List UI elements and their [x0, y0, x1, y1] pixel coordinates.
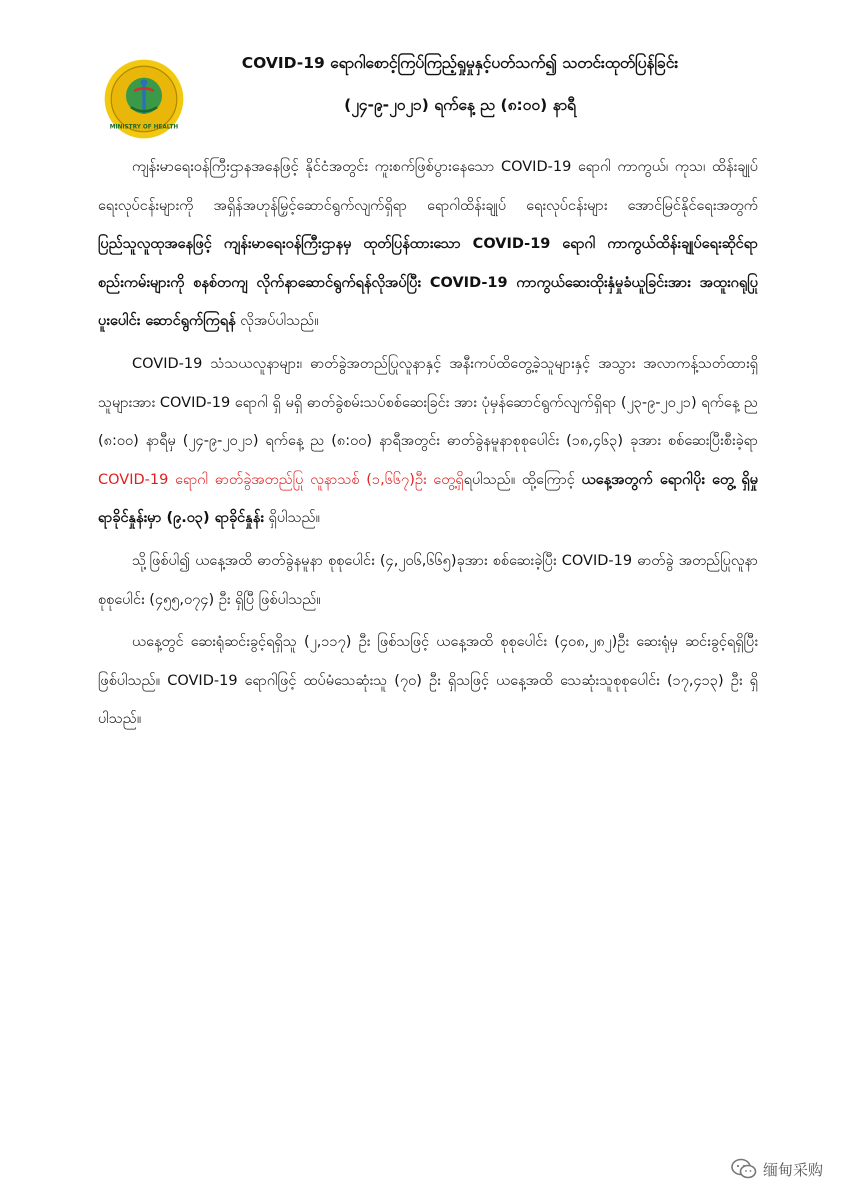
paragraph-2-end: ရှိပါသည်။: [263, 510, 321, 527]
paragraph-2-intro: COVID-19 သံသယလူနာများ၊ ဓာတ်ခွဲအတည်ပြုလူနာနှင့် အနီးကပ်ထိတွေ့ခဲ့သူများနှင့် အသွား အလာကန့်သတ်ထားရှိသူများအား COVID-19 ရောဂါ ရှိ မရှိ ဓာတ်ခွဲစမ်းသပ်စစ်ဆေးခြင်း အား ပုံမှန်ဆောင်ရွက်လျက်ရှိရာ (၂၃-၉-၂၀၂၁) ရက်နေ့ ည (၈:၀၀) နာရီမှ (၂၄-၉-၂၀၂၁) ရက်နေ့ ည (၈:၀၀) နာရီအတွင်း ဓာတ်ခွဲနမူနာစုစုပေါင်း (၁၈,၄၆၃) ခုအား စစ်ဆေးပြီးစီးခဲ့ရာ: [98, 355, 758, 450]
paragraph-2: [98, 345, 758, 538]
watermark-label: 缅甸采购: [762, 1160, 823, 1179]
watermark-footer: [731, 1158, 823, 1180]
document-date-line: (၂၄-၉-၂၀၂၁) ရက်နေ့ ည (၈:၀၀) နာရီ: [344, 96, 576, 114]
paragraph-2-mid: ရပါသည်။ ထို့ကြောင့်: [463, 471, 582, 488]
paragraph-1-end: လိုအပ်ပါသည်။: [235, 313, 319, 330]
paragraph-1: [98, 148, 758, 341]
paragraph-1-intro: ကျန်းမာရေးဝန်ကြီးဌာနအနေဖြင့် နိုင်ငံအတွင်း ကူးစက်ဖြစ်ပွားနေသော COVID-19 ရောဂါ ကာကွယ်၊ ကုသ၊ ထိန်းချုပ်ရေးလုပ်ငန်းများကို အရှိန်အဟုန်မြှင့်ဆောင်ရွက်လျက်ရှိရာ ရောဂါထိန်းချုပ် ရေးလုပ်ငန်းများ အောင်မြင်နိုင်ရေးအတွက်: [98, 159, 758, 214]
paragraph-3: သို့ဖြစ်ပါ၍ ယနေ့အထိ ဓာတ်ခွဲနမူနာ စုစုပေါင်း (၄,၂၀၆,၆၆၅)ခုအား စစ်ဆေးခဲ့ပြီး COVID-19 ဓာတ်ခွဲ အတည်ပြုလူနာ စုစုပေါင်း (၄၅၅,၀၇၄) ဦး ရှိပြီ ဖြစ်ပါသည်။: [98, 552, 758, 608]
paragraph-1-bold: ပြည်သူလူထုအနေဖြင့် ကျန်းမာရေးဝန်ကြီးဌာနမှ ထုတ်ပြန်ထားသော COVID-19 ရောဂါ ကာကွယ်ထိန်းချုပ်ရေးဆိုင်ရာ စည်းကမ်းများကို စနစ်တကျ လိုက်နာဆောင်ရွက်ရန်လိုအပ်ပြီး COVID-19 ကာကွယ်ဆေးထိုးနှံမှုခံယူခြင်းအား အထူးဂရုပြု ပူးပေါင်း ဆောင်ရွက်ကြရန်: [98, 236, 758, 330]
ministry-of-health-logo: [103, 58, 185, 140]
paragraph-4: ယနေ့တွင် ဆေးရုံဆင်းခွင့်ရရှိသူ (၂,၁၁၇) ဦး ဖြစ်သဖြင့် ယနေ့အထိ စုစုပေါင်း (၄၀၈,၂၈၂)ဦး ဆေးရုံမှ ဆင်းခွင့်ရရှိပြီး ဖြစ်ပါသည်။ COVID-19 ရောဂါဖြင့် ထပ်မံသေဆုံးသူ (၇၀) ဦး ရှိသဖြင့် ယနေ့အထိ သေဆုံးသူစုစုပေါင်း (၁၇,၄၁၃) ဦး ရှိပါသည်။: [98, 634, 758, 728]
document-body: [98, 148, 758, 739]
new-cases-highlight: COVID-19 ရောဂါ ဓာတ်ခွဲအတည်ပြု လူနာသစ် (၁,၆၆၇)ဦး တွေ့ရှိ: [98, 471, 464, 488]
wechat-icon: [731, 1158, 757, 1180]
document-header: [0, 0, 849, 130]
positivity-rate-bold: ယနေ့အတွက် ရောဂါပိုး တွေ့ ရှိမှု ရာခိုင်နှုန်းမှာ (၉.၀၃) ရာခိုင်နှုန်း: [98, 471, 758, 527]
document-title: COVID-19 ရောဂါစောင့်ကြပ်ကြည့်ရှုမှုနှင့်ပတ်သက်၍ သတင်းထုတ်ပြန်ခြင်း: [241, 54, 679, 72]
svg-text:MINISTRY OF HEALTH: MINISTRY OF HEALTH: [109, 124, 179, 131]
